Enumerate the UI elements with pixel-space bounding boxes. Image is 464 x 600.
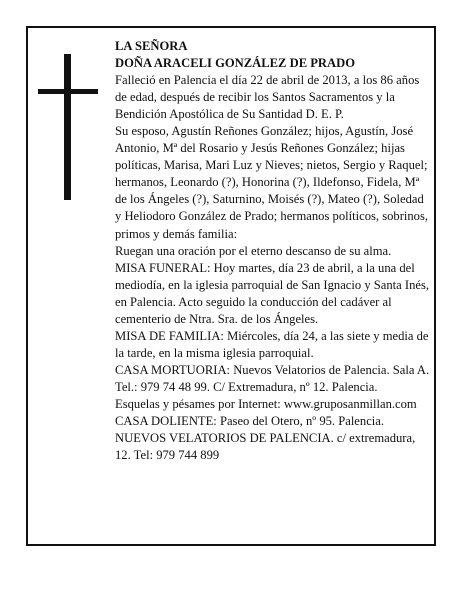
internet-condolences: Esquelas y pésames por Internet: www.gruposanmillan.com [115,396,417,411]
funeral-home-contact: NUEVOS VELATORIOS DE PALENCIA. c/ extremadura, 12. Tel: 979 744 899 [115,431,416,463]
cross-icon [38,54,98,200]
family-home-address: CASA DOLIENTE: Paseo del Otero, nº 95. Palencia. [115,414,385,429]
obituary-text [115,38,430,464]
death-announcement: Falleció en Palencia el día 22 de abril de 2013, a los 86 años de edad, después de recibir los Santos Sacramentos y la Bendición Apostólica de Su Santidad D. E. P. [115,73,420,122]
cross-horizontal-bar [38,89,98,94]
funeral-mass-info: MISA FUNERAL: Hoy martes, día 23 de abril, a la una del mediodía, en la iglesia parroquial de San Ignacio y Santa Inés, en Palencia. Acto seguido la conducción del cadáver al cementerio de Ntra. Sra. de los Ángeles. [115,260,430,326]
family-mass-info: MISA DE FAMILIA: Miércoles, día 24, a las siete y media de la tarde, en la misma iglesia parroquial. [115,328,429,360]
deceased-name: DOÑA ARACELI GONZÁLEZ DE PRADO [115,56,356,71]
cross-vertical-bar [64,54,71,200]
prayer-request: Ruegan una oración por el eterno descanso de su alma. [115,243,392,258]
notice-title: LA SEÑORA [115,39,188,53]
mortuary-info: CASA MORTUORIA: Nuevos Velatorios de Palencia. Sala A. Tel.: 979 74 48 99. C/ Extremadura, nº 12. Palencia. [115,362,430,394]
family-list: Su esposo, Agustín Reñones González; hijos, Agustín, José Antonio, Mª del Rosario y Jesús Reñones González; hijas políticas, Marisa, Mari Luz y Nieves; nietos, Sergio y Raquel; hermanos, Leonardo (?), Honorina (?), Ildefonso, Fidela, Mª de los Ángeles (?), Saturnino, Moisés (?), Mateo (?), Soledad y Heliodoro González de Prado; hermanos políticos, sobrinos, primos y demás familia: [115,124,429,241]
